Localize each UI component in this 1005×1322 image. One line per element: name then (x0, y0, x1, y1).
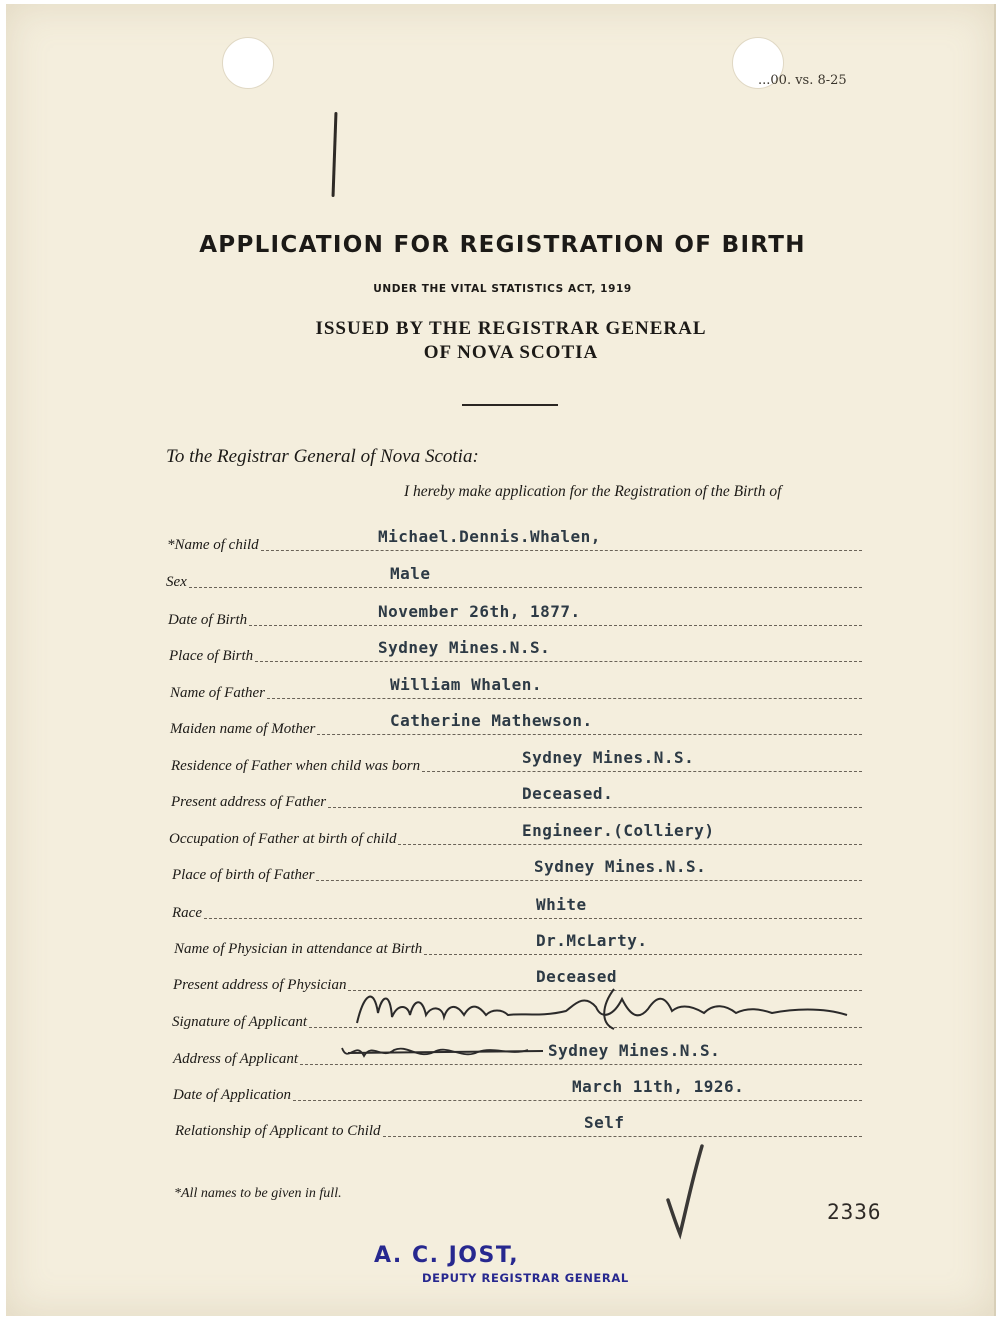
issued-by-line-2: OF NOVA SCOTIA (423, 342, 599, 363)
document-subtitle: UNDER THE VITAL STATISTICS ACT, 1919 (373, 283, 632, 295)
struck-out-signature (338, 1034, 548, 1068)
check-mark (662, 1140, 712, 1240)
field-value: March 11th, 1926. (572, 1077, 745, 1096)
field-dotted-line (328, 807, 862, 808)
field-label: Address of Applicant (173, 1051, 298, 1067)
issued-by-line-1: ISSUED BY THE REGISTRAR GENERAL (315, 318, 707, 339)
field-label: Maiden name of Mother (170, 721, 316, 737)
field-value: White (536, 895, 587, 914)
field-dotted-line (383, 1136, 862, 1137)
form-field-row (0, 597, 1005, 629)
field-dotted-line (316, 880, 862, 881)
file-number: 2336 (827, 1200, 882, 1224)
field-label: Date of Birth (168, 612, 248, 628)
field-label: Signature of Applicant (172, 1014, 307, 1030)
signature-text: Michael D. Whalen (602, 1030, 612, 1031)
form-field-row (0, 670, 1005, 702)
salutation: To the Registrar General of Nova Scotia: (166, 446, 479, 467)
field-value: November 26th, 1877. (378, 602, 581, 621)
field-value: Sydney Mines.N.S. (548, 1041, 721, 1060)
field-label: Name of Father (170, 685, 265, 701)
form-code: ...00. vs. 8-25 (758, 73, 847, 88)
field-label: *Name of child (167, 537, 259, 553)
field-value: Sydney Mines.N.S. (534, 857, 707, 876)
form-field-row (0, 559, 1005, 591)
form-field-row (0, 816, 1005, 848)
form-field-row (0, 779, 1005, 811)
field-value: Sydney Mines.N.S. (522, 748, 695, 767)
field-label: Place of Birth (169, 648, 254, 664)
form-field-row (0, 890, 1005, 922)
field-label: Sex (166, 574, 187, 590)
field-value: William Whalen. (390, 675, 542, 694)
form-field-row (0, 522, 1005, 554)
stamp-name: A. C. JOST, (374, 1243, 520, 1268)
field-label: Occupation of Father at birth of child (169, 831, 397, 847)
field-label: Present address of Physician (173, 977, 347, 993)
field-dotted-line (398, 844, 862, 845)
title-rule (462, 404, 558, 406)
field-value: Deceased. (522, 784, 614, 803)
field-dotted-line (422, 771, 862, 772)
field-dotted-line (261, 550, 862, 551)
field-dotted-line (189, 587, 862, 588)
punch-hole-left (222, 37, 274, 89)
field-label: Residence of Father when child was born (171, 758, 421, 774)
intro-text: I hereby make application for the Registration of the Birth of (404, 483, 782, 500)
field-label: Present address of Father (171, 794, 327, 810)
document-title: APPLICATION FOR REGISTRATION OF BIRTH (199, 232, 806, 258)
field-label: Relationship of Applicant to Child (175, 1123, 381, 1139)
applicant-signature (352, 985, 852, 1035)
field-value: Michael.Dennis.Whalen, (378, 527, 601, 546)
field-value: Male (390, 564, 431, 583)
footnote: *All names to be given in full. (174, 1186, 342, 1201)
field-value: Sydney Mines.N.S. (378, 638, 551, 657)
form-field-row (0, 1108, 1005, 1140)
field-label: Date of Application (173, 1087, 292, 1103)
form-field-row (0, 926, 1005, 958)
form-field-row (0, 852, 1005, 884)
field-dotted-line (293, 1100, 862, 1101)
field-value: Deceased (536, 967, 618, 986)
form-field-row (0, 1072, 1005, 1104)
field-dotted-line (204, 918, 862, 919)
field-dotted-line (249, 625, 862, 626)
field-value: Dr.McLarty. (536, 931, 648, 950)
form-field-row (0, 706, 1005, 738)
field-value: Self (584, 1113, 625, 1132)
field-label: Race (172, 905, 202, 921)
field-label: Place of birth of Father (172, 867, 315, 883)
form-field-row (0, 743, 1005, 775)
stamp-title: DEPUTY REGISTRAR GENERAL (422, 1271, 629, 1285)
field-value: Engineer.(Colliery) (522, 821, 715, 840)
field-dotted-line (424, 954, 862, 955)
field-value: Catherine Mathewson. (390, 711, 593, 730)
form-field-row (0, 633, 1005, 665)
field-label: Name of Physician in attendance at Birth (174, 941, 423, 957)
field-dotted-line (267, 698, 862, 699)
field-dotted-line (255, 661, 862, 662)
field-dotted-line (317, 734, 862, 735)
